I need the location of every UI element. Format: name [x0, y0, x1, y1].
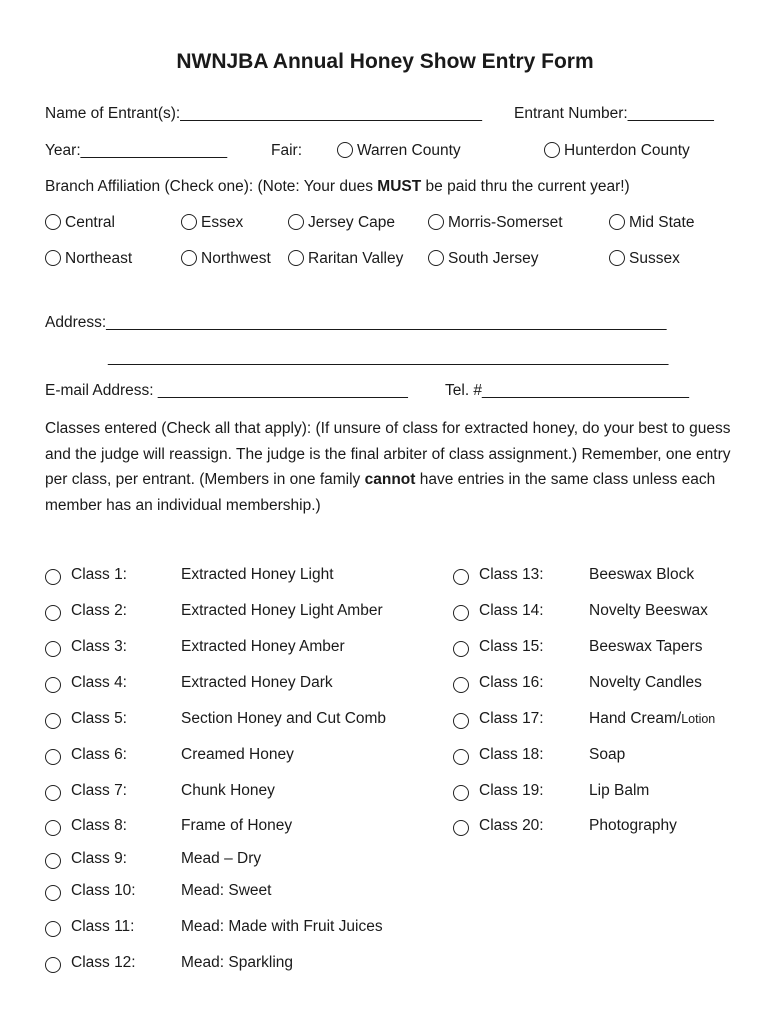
radio-icon[interactable] — [609, 214, 625, 230]
radio-icon[interactable] — [453, 713, 469, 729]
radio-icon[interactable] — [453, 749, 469, 765]
class-name: Photography — [589, 817, 677, 834]
class-label: Class 20: — [479, 817, 544, 834]
class-label: Class 7: — [71, 782, 127, 799]
class-name: Extracted Honey Light — [181, 566, 334, 583]
fair-option-warren[interactable] — [337, 142, 461, 160]
class-name: Lip Balm — [589, 782, 650, 799]
fair-option-hunterdon[interactable] — [544, 142, 690, 160]
class-label: Class 2: — [71, 602, 127, 619]
radio-icon[interactable] — [45, 957, 61, 973]
branch-heading: Branch Affiliation (Check one): (Note: Your dues MUST be paid thru the current year!) — [45, 178, 630, 195]
radio-icon[interactable] — [337, 142, 353, 158]
class-name: Novelty Candles — [589, 674, 702, 691]
class-name: Beeswax Block — [589, 566, 695, 583]
branch-option-morris-somerset[interactable]: Morris-Somerset — [428, 214, 563, 232]
class-name: Soap — [589, 746, 626, 763]
class-name: Mead: Sweet — [181, 882, 272, 899]
tel-field[interactable]: Tel. #________________________ — [445, 382, 689, 399]
fair-label: Fair: — [271, 142, 302, 159]
class-name: Mead: Made with Fruit Juices — [181, 918, 383, 935]
class-name: Creamed Honey — [181, 746, 294, 763]
entrant-number-field[interactable]: Entrant Number:__________ — [514, 105, 714, 122]
radio-icon[interactable] — [181, 250, 197, 266]
radio-icon[interactable] — [45, 785, 61, 801]
class-name: Novelty Beeswax — [589, 602, 708, 619]
radio-icon[interactable] — [45, 605, 61, 621]
form-title: NWNJBA Annual Honey Show Entry Form — [176, 50, 594, 73]
radio-icon[interactable] — [45, 713, 61, 729]
class-label: Class 18: — [479, 746, 544, 763]
fair-option-label: Warren County — [357, 142, 461, 159]
class-label: Class 13: — [479, 566, 544, 583]
class-label: Class 10: — [71, 882, 136, 899]
class-name: Beeswax Tapers — [589, 638, 703, 655]
branch-option-sussex[interactable]: Sussex — [609, 250, 680, 268]
radio-icon[interactable] — [45, 885, 61, 901]
name-field[interactable]: Name of Entrant(s):___________________________________ — [45, 105, 482, 122]
radio-icon[interactable] — [45, 641, 61, 657]
branch-option-northwest[interactable]: Northwest — [181, 250, 271, 268]
address-line2-field[interactable]: _________________________________________________________________ — [108, 349, 669, 366]
class-label: Class 19: — [479, 782, 544, 799]
radio-icon[interactable] — [45, 853, 61, 869]
radio-icon[interactable] — [45, 749, 61, 765]
class-label: Class 15: — [479, 638, 544, 655]
class-label: Class 14: — [479, 602, 544, 619]
class-name: Hand Cream/Lotion — [589, 710, 716, 727]
branch-option-raritan-valley[interactable]: Raritan Valley — [288, 250, 403, 268]
radio-icon[interactable] — [428, 250, 444, 266]
class-label: Class 4: — [71, 674, 127, 691]
class-name: Section Honey and Cut Comb — [181, 710, 387, 727]
class-label: Class 16: — [479, 674, 544, 691]
radio-icon[interactable] — [453, 641, 469, 657]
radio-icon[interactable] — [45, 921, 61, 937]
class-label: Class 6: — [71, 746, 127, 763]
class-name: Extracted Honey Dark — [181, 674, 333, 691]
radio-icon[interactable] — [45, 214, 61, 230]
radio-icon[interactable] — [45, 677, 61, 693]
branch-option-essex[interactable]: Essex — [181, 214, 243, 232]
class-label: Class 5: — [71, 710, 127, 727]
class-name: Extracted Honey Amber — [181, 638, 345, 655]
address-field[interactable]: Address:_________________________________________________________________ — [45, 314, 667, 331]
class-label: Class 3: — [71, 638, 127, 655]
branch-option-south-jersey[interactable]: South Jersey — [428, 250, 538, 268]
radio-icon[interactable] — [45, 569, 61, 585]
class-label: Class 8: — [71, 817, 127, 834]
radio-icon[interactable] — [453, 677, 469, 693]
year-field[interactable]: Year:_________________ — [45, 142, 228, 159]
radio-icon[interactable] — [288, 214, 304, 230]
class-label: Class 11: — [71, 918, 135, 935]
class-name: Extracted Honey Light Amber — [181, 602, 383, 619]
fair-option-label: Hunterdon County — [564, 142, 690, 159]
radio-icon[interactable] — [453, 820, 469, 836]
class-name: Frame of Honey — [181, 817, 293, 834]
class-label: Class 1: — [71, 566, 127, 583]
branch-option-jersey-cape[interactable]: Jersey Cape — [288, 214, 395, 232]
class-label: Class 9: — [71, 850, 127, 867]
radio-icon[interactable] — [453, 785, 469, 801]
radio-icon[interactable] — [609, 250, 625, 266]
email-field[interactable]: E-mail Address: _____________________________ — [45, 382, 408, 399]
instructions-paragraph: Classes entered (Check all that apply): (If unsure of class for extracted honey, do your best to guess and the judge will reassign. The judge is the final arbiter of class assignment.) Remember, one entry per class, per entrant. (Members in one family cannot have entries in the same class unless each member has an individual membership.) — [45, 420, 731, 514]
radio-icon[interactable] — [45, 820, 61, 836]
radio-icon[interactable] — [453, 569, 469, 585]
radio-icon[interactable] — [428, 214, 444, 230]
class-label: Class 12: — [71, 954, 136, 971]
branch-option-central[interactable]: Central — [45, 214, 115, 232]
radio-icon[interactable] — [181, 214, 197, 230]
radio-icon[interactable] — [453, 605, 469, 621]
radio-icon[interactable] — [45, 250, 61, 266]
class-name: Chunk Honey — [181, 782, 275, 799]
class-name: Mead – Dry — [181, 850, 262, 867]
radio-icon[interactable] — [544, 142, 560, 158]
class-label: Class 17: — [479, 710, 544, 727]
branch-option-mid-state[interactable]: Mid State — [609, 214, 694, 232]
class-name: Mead: Sparkling — [181, 954, 294, 971]
radio-icon[interactable] — [288, 250, 304, 266]
branch-option-northeast[interactable]: Northeast — [45, 250, 132, 268]
